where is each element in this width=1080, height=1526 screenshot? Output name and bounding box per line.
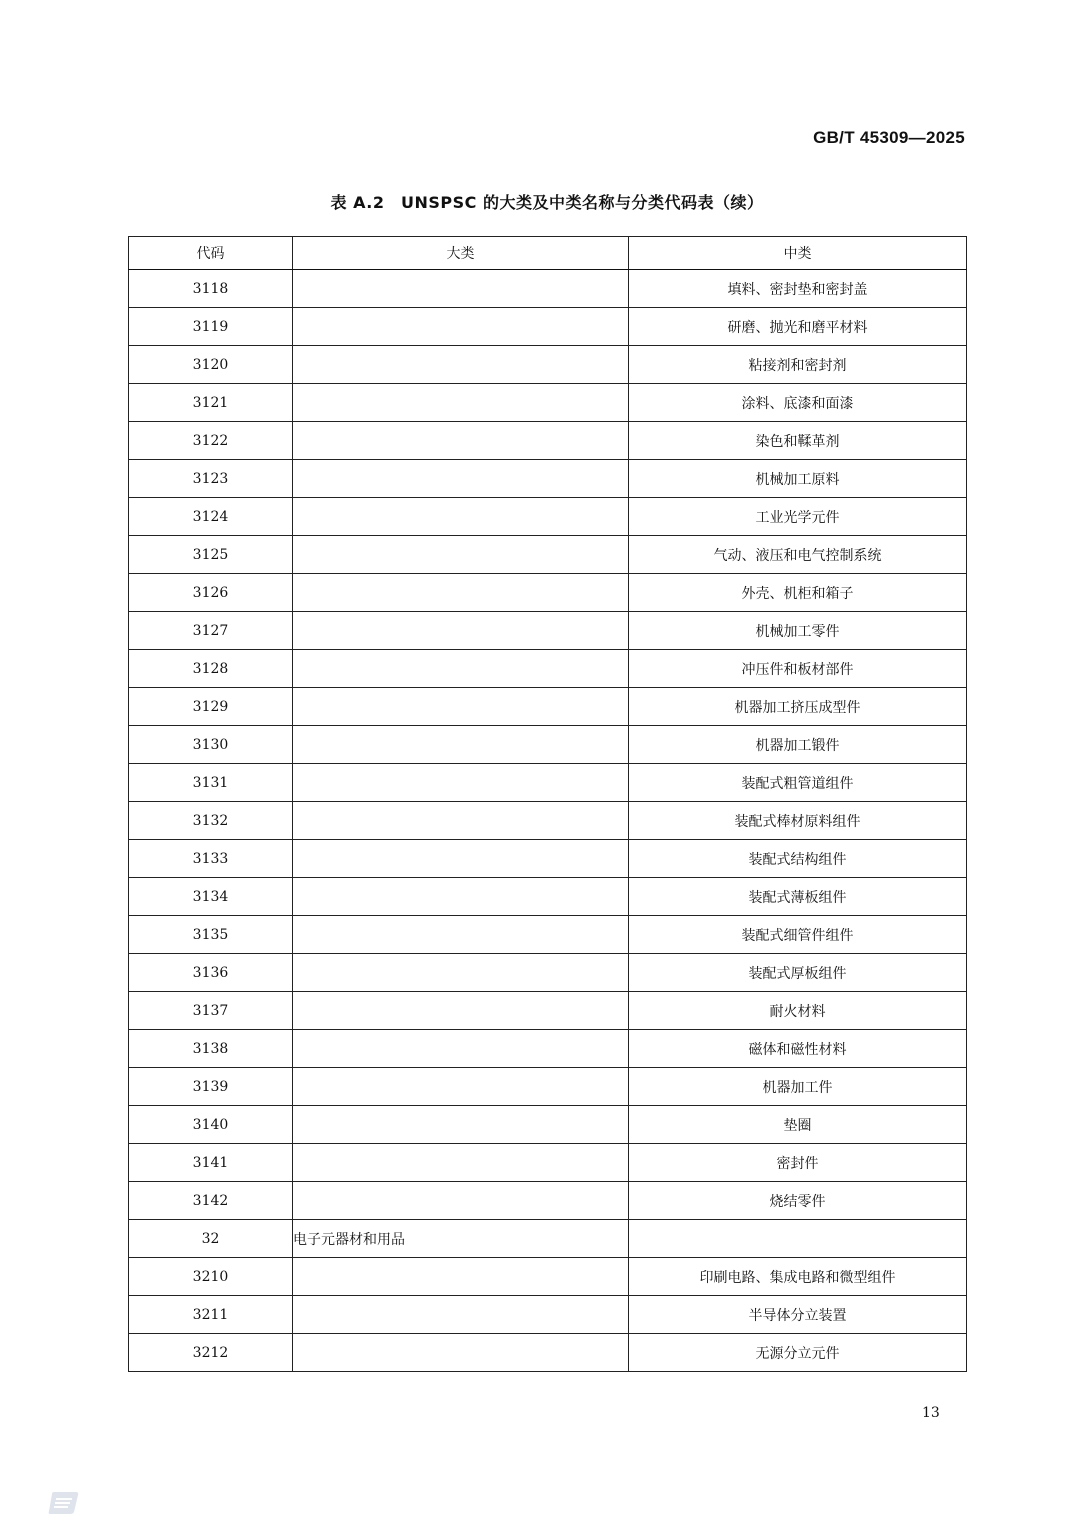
cell-mid-category (629, 1220, 967, 1258)
table-row (129, 498, 967, 536)
cell-code: 3121 (129, 384, 293, 422)
cell-mid-category: 工业光学元件 (629, 498, 967, 536)
table-row (129, 992, 967, 1030)
cell-major-category (293, 688, 629, 726)
table-row (129, 840, 967, 878)
cell-major-category: 电子元器材和用品 (293, 1220, 629, 1258)
cell-code: 3132 (129, 802, 293, 840)
cell-mid-category: 无源分立元件 (629, 1334, 967, 1372)
cell-code: 3134 (129, 878, 293, 916)
cell-code: 3122 (129, 422, 293, 460)
cell-code: 3138 (129, 1030, 293, 1068)
column-header-mid: 中类 (629, 237, 967, 270)
cell-major-category (293, 650, 629, 688)
cell-major-category (293, 954, 629, 992)
cell-major-category (293, 802, 629, 840)
table-row (129, 422, 967, 460)
cell-code: 3131 (129, 764, 293, 802)
cell-major-category (293, 726, 629, 764)
table-row (129, 1068, 967, 1106)
table-row (129, 612, 967, 650)
table-row (129, 460, 967, 498)
cell-code: 3136 (129, 954, 293, 992)
cell-mid-category: 填料、密封垫和密封盖 (629, 270, 967, 308)
cell-major-category (293, 916, 629, 954)
cell-code: 3123 (129, 460, 293, 498)
page-number: 13 (922, 1405, 940, 1421)
cell-major-category (293, 764, 629, 802)
cell-code: 3128 (129, 650, 293, 688)
cell-major-category (293, 1144, 629, 1182)
cell-major-category (293, 536, 629, 574)
cell-code: 3135 (129, 916, 293, 954)
cell-mid-category: 烧结零件 (629, 1182, 967, 1220)
document-code: GB/T 45309—2025 (813, 128, 965, 147)
table-row (129, 308, 967, 346)
cell-major-category (293, 612, 629, 650)
cell-code: 3133 (129, 840, 293, 878)
cell-major-category (293, 498, 629, 536)
classification-table (128, 236, 967, 1372)
cell-code: 3130 (129, 726, 293, 764)
table-row (129, 1220, 967, 1258)
table-row (129, 878, 967, 916)
table-row (129, 650, 967, 688)
table-row (129, 916, 967, 954)
cell-major-category (293, 1068, 629, 1106)
cell-code: 3126 (129, 574, 293, 612)
cell-code: 3120 (129, 346, 293, 384)
cell-major-category (293, 1106, 629, 1144)
cell-mid-category: 研磨、抛光和磨平材料 (629, 308, 967, 346)
cell-major-category (293, 384, 629, 422)
publisher-logo-icon (48, 1490, 80, 1516)
cell-major-category (293, 574, 629, 612)
column-header-code: 代码 (129, 237, 293, 270)
table-row (129, 1334, 967, 1372)
table-row (129, 802, 967, 840)
cell-major-category (293, 878, 629, 916)
cell-mid-category: 染色和鞣革剂 (629, 422, 967, 460)
table-row (129, 764, 967, 802)
cell-code: 3118 (129, 270, 293, 308)
table-body (129, 270, 967, 1372)
cell-mid-category: 垫圈 (629, 1106, 967, 1144)
cell-major-category (293, 422, 629, 460)
cell-mid-category: 气动、液压和电气控制系统 (629, 536, 967, 574)
cell-major-category (293, 308, 629, 346)
cell-code: 3140 (129, 1106, 293, 1144)
table-row (129, 954, 967, 992)
table-title: 表 A.2 UNSPSC 的大类及中类名称与分类代码表（续） (330, 193, 764, 212)
cell-code: 3124 (129, 498, 293, 536)
cell-major-category (293, 1258, 629, 1296)
table-row (129, 1182, 967, 1220)
cell-mid-category: 粘接剂和密封剂 (629, 346, 967, 384)
cell-code: 3125 (129, 536, 293, 574)
cell-code: 3127 (129, 612, 293, 650)
table-row (129, 688, 967, 726)
cell-mid-category: 密封件 (629, 1144, 967, 1182)
table-row (129, 1296, 967, 1334)
cell-major-category (293, 992, 629, 1030)
cell-mid-category: 机械加工原料 (629, 460, 967, 498)
cell-major-category (293, 840, 629, 878)
cell-mid-category: 装配式薄板组件 (629, 878, 967, 916)
cell-mid-category: 磁体和磁性材料 (629, 1030, 967, 1068)
cell-code: 3211 (129, 1296, 293, 1334)
table-row (129, 574, 967, 612)
cell-mid-category: 装配式棒材原料组件 (629, 802, 967, 840)
table-row (129, 536, 967, 574)
cell-mid-category: 印刷电路、集成电路和微型组件 (629, 1258, 967, 1296)
column-header-major: 大类 (293, 237, 629, 270)
cell-mid-category: 装配式粗管道组件 (629, 764, 967, 802)
table-row (129, 1144, 967, 1182)
cell-code: 3141 (129, 1144, 293, 1182)
table-row (129, 726, 967, 764)
table-row (129, 346, 967, 384)
cell-major-category (293, 270, 629, 308)
cell-code: 32 (129, 1220, 293, 1258)
cell-code: 3137 (129, 992, 293, 1030)
cell-code: 3142 (129, 1182, 293, 1220)
table-header-row (129, 237, 967, 270)
table-row (129, 1258, 967, 1296)
cell-mid-category: 机器加工锻件 (629, 726, 967, 764)
cell-major-category (293, 346, 629, 384)
cell-major-category (293, 1296, 629, 1334)
cell-code: 3119 (129, 308, 293, 346)
cell-major-category (293, 1334, 629, 1372)
cell-mid-category: 外壳、机柜和箱子 (629, 574, 967, 612)
table-row (129, 270, 967, 308)
cell-mid-category: 机器加工挤压成型件 (629, 688, 967, 726)
cell-mid-category: 装配式结构组件 (629, 840, 967, 878)
cell-mid-category: 机械加工零件 (629, 612, 967, 650)
table-row (129, 1106, 967, 1144)
cell-mid-category: 装配式细管件组件 (629, 916, 967, 954)
table-row (129, 1030, 967, 1068)
cell-mid-category: 装配式厚板组件 (629, 954, 967, 992)
cell-major-category (293, 460, 629, 498)
cell-mid-category: 机器加工件 (629, 1068, 967, 1106)
cell-mid-category: 涂料、底漆和面漆 (629, 384, 967, 422)
cell-code: 3129 (129, 688, 293, 726)
cell-code: 3139 (129, 1068, 293, 1106)
cell-mid-category: 冲压件和板材部件 (629, 650, 967, 688)
cell-code: 3210 (129, 1258, 293, 1296)
cell-mid-category: 半导体分立装置 (629, 1296, 967, 1334)
cell-code: 3212 (129, 1334, 293, 1372)
table-row (129, 384, 967, 422)
cell-mid-category: 耐火材料 (629, 992, 967, 1030)
cell-major-category (293, 1182, 629, 1220)
cell-major-category (293, 1030, 629, 1068)
